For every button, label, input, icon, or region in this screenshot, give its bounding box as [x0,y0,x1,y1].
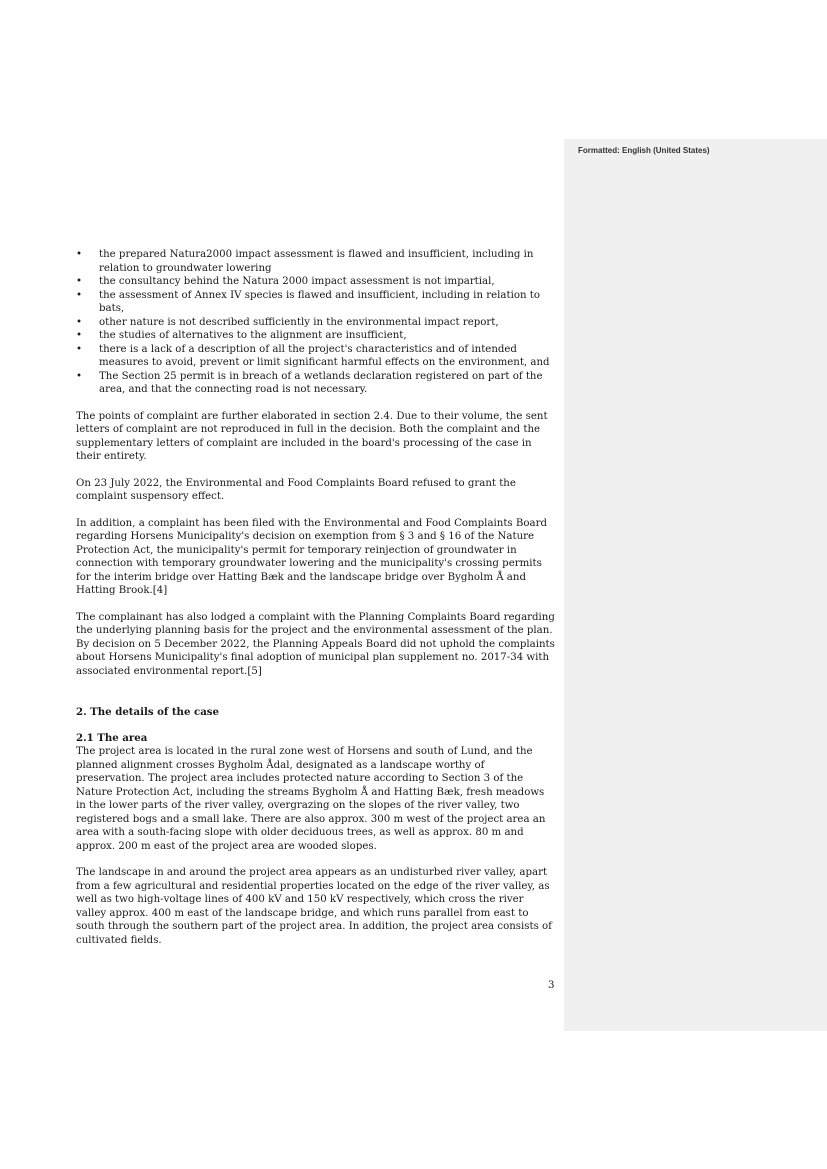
paragraph: In addition, a complaint has been filed with the Environmental and Food Complaints Board regarding Horsens Municipality's decision on exemption from § 3 and § 16 of the Nature Protection Act, the municipality's permit for temporary reinjection of groundwater in connection with temporary groundwater lowering and the municipality's crossing permits for the interim bridge over Hatting Bæk and the landscape bridge over Bygholm Å and Hatting Brook.[4] [76,517,547,596]
list-item: • the studies of alternatives to the alignment are insufficient, [76,330,407,341]
list-item: • there is a lack of a description of all the project's characteristics and of intended measures to avoid, prevent or limit significant harmful effects on the environment, and [76,343,550,368]
complaint-points-list [76,248,556,397]
document-body [76,248,556,947]
list-item: • the assessment of Annex IV species is flawed and insufficient, including in relation to bats, [76,289,540,314]
section-heading: 2. The details of the case [76,706,220,718]
paragraph: The project area is located in the rural zone west of Horsens and south of Lund, and the planned alignment crosses Bygholm Ådal, designated as a landscape worthy of preservation. The project area includes protected nature according to Section 3 of the Nature Protection Act, including the streams Bygholm Å and Hatting Bæk, fresh meadows in the lower parts of the river valley, overgrazing on the slopes of the river valley, two registered bogs and a small lake. There are also approx. 300 m west of the project area an area with a south-facing slope with older deciduous trees, as well as approx. 80 m and approx. 200 m east of the project area are wooded slopes. [76,746,546,852]
bullet-icon: • [76,330,83,341]
bullet-icon: • [76,289,83,301]
paragraph: The points of complaint are further elaborated in section 2.4. Due to their volume, the sent letters of complaint are not reproduced in full in the decision. Both the complaint and the supplementary letters of complaint are included in the board's processing of the case in their entirety. [76,410,548,462]
list-item: • the consultancy behind the Natura 2000 impact assessment is not impartial, [76,276,495,287]
bullet-icon: • [76,249,83,260]
bullet-icon: • [76,276,83,287]
list-item: • other nature is not described sufficiently in the environmental impact report, [76,316,499,328]
paragraph: On 23 July 2022, the Environmental and Food Complaints Board refused to grant the complaint suspensory effect. [76,477,516,502]
paragraph: The complainant has also lodged a complaint with the Planning Complaints Board regarding the underlying planning basis for the project and the environmental assessment of the plan. By decision on 5 December 2022, the Planning Appeals Board did not uphold the complaints about Horsens Municipality's final adoption of municipal plan supplement no. 2017-34 with associated environmental report.[5] [76,611,555,677]
formatting-comment[interactable]: Formatted: English (United States) [578,146,710,155]
bullet-icon: • [76,316,83,328]
comment-pane [564,139,827,1031]
bullet-icon: • [76,343,83,355]
bullet-icon: • [76,370,83,382]
paragraph: The landscape in and around the project area appears as an undisturbed river valley, apart from a few agricultural and residential properties located on the edge of the river valley, as well as two high-voltage lines of 400 kV and 150 kV respectively, which cross the river valley approx. 400 m east of the landscape bridge, and which runs parallel from east to south through the southern part of the project area. In addition, the project area consists of cultivated fields. [76,867,552,946]
page-number: 3 [548,980,555,991]
list-item: • The Section 25 permit is in breach of a wetlands declaration registered on part of the area, and that the connecting road is not necessary. [76,370,543,395]
subsection-heading: 2.1 The area [76,731,148,744]
list-item: • the prepared Natura2000 impact assessment is flawed and insufficient, including in relation to groundwater lowering [76,249,534,274]
